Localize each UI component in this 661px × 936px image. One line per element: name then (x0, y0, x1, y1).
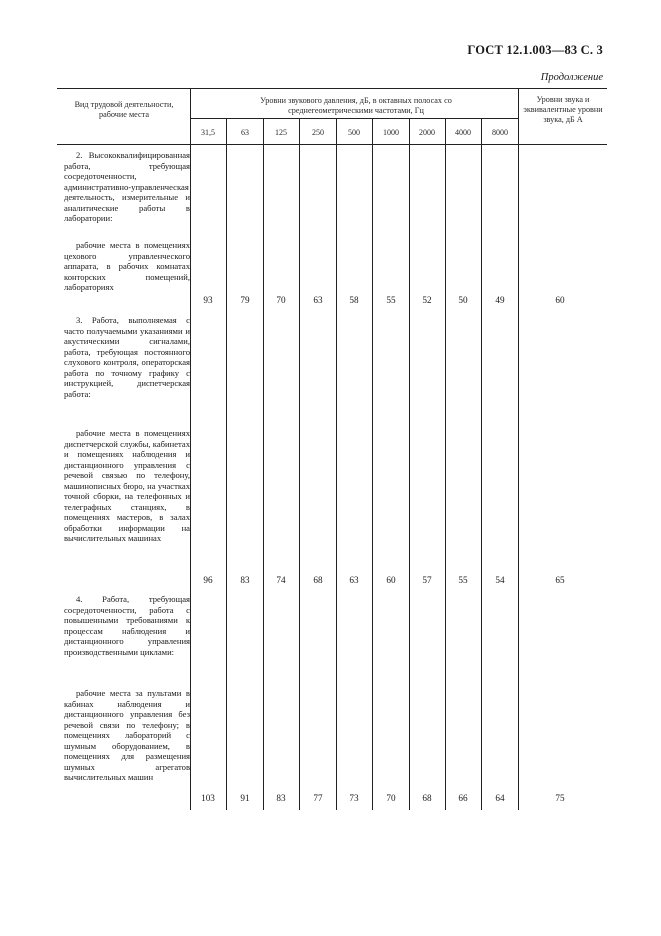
value-cell: 66 (458, 793, 468, 803)
value-cell: 91 (240, 793, 250, 803)
col-divider-f4 (336, 118, 337, 810)
freq-label: 8000 (492, 128, 508, 137)
freq-label: 125 (275, 128, 287, 137)
value-cell: 103 (201, 793, 215, 803)
value-cell: 96 (203, 575, 213, 585)
col-divider-f2 (263, 118, 264, 810)
section-heading: 2. Высококвалифицированная работа, требующая сосредоточенности, административно-управленческая деятельность, измерительные и аналитические работы в лаборатории: (64, 150, 190, 223)
value-cell: 52 (422, 295, 432, 305)
freq-label: 63 (241, 128, 249, 137)
freq-label: 500 (348, 128, 360, 137)
col-divider-f3 (299, 118, 300, 810)
freq-label: 4000 (455, 128, 471, 137)
freq-subheader-rule (190, 118, 518, 119)
section-workplace: рабочие места в помещениях цехового управленческого аппарата, в рабочих комнатах конторских помещений, лабораториях (64, 240, 190, 292)
value-cell: 63 (313, 295, 323, 305)
value-cell: 63 (349, 575, 359, 585)
value-cell: 55 (386, 295, 396, 305)
value-cell: 68 (422, 793, 432, 803)
freq-label: 1000 (383, 128, 399, 137)
header-sound-levels: Уровни звукового давления, дБ, в октавных полосах со среднегеометрическими частотами, Гц (260, 96, 452, 115)
table-top-rule (57, 88, 607, 89)
value-cell: 55 (458, 575, 468, 585)
section-heading: 4. Работа, требующая сосредоточенности, работа с повышенными требованиями к процессам наблюдения и дистанционного управления производственными циклами: (64, 594, 190, 657)
header-bottom-rule (57, 144, 607, 145)
col-divider-f8 (481, 118, 482, 810)
value-cell: 70 (386, 793, 396, 803)
equivalent-value-cell: 75 (555, 793, 565, 803)
value-cell: 57 (422, 575, 432, 585)
value-cell: 70 (276, 295, 286, 305)
freq-label: 250 (312, 128, 324, 137)
value-cell: 50 (458, 295, 468, 305)
equivalent-value-cell: 65 (555, 575, 565, 585)
col-divider-equiv (518, 88, 519, 810)
section-heading: 3. Работа, выполняемая с часто получаемыми указаниями и акустическими сигналами, работа, требующая постоянного слухового контроля, операторская работа по точному графику с инструкцией, диспетчерская работа: (64, 315, 190, 399)
value-cell: 93 (203, 295, 213, 305)
standard-header: ГОСТ 12.1.003—83 С. 3 (467, 43, 603, 57)
value-cell: 60 (386, 575, 396, 585)
freq-label: 31,5 (201, 128, 215, 137)
section-workplace: рабочие места в помещениях диспетчерской службы, кабинетах и помещениях наблюдения и дистанционного управления с речевой связью по телефону, машинописных бюро, на участках точной сборки, на телефонных и телеграфных станциях, в помещениях мастеров, в залах обработки информации на вычислительных машинах (64, 428, 190, 543)
equivalent-value-cell: 60 (555, 295, 565, 305)
value-cell: 54 (495, 575, 505, 585)
value-cell: 77 (313, 793, 323, 803)
col-divider-activity (190, 88, 191, 810)
header-activity: Вид трудовой деятельности, рабочие места (74, 100, 174, 119)
value-cell: 64 (495, 793, 505, 803)
value-cell: 79 (240, 295, 250, 305)
value-cell: 83 (240, 575, 250, 585)
continued-label: Продолжение (540, 72, 603, 83)
header-equivalent-levels: Уровни звука и эквивалентные уровни звука, дБ A (523, 95, 603, 124)
value-cell: 74 (276, 575, 286, 585)
col-divider-f7 (445, 118, 446, 810)
col-divider-f5 (372, 118, 373, 810)
value-cell: 73 (349, 793, 359, 803)
section-workplace: рабочие места за пультами в кабинах наблюдения и дистанционного управления без речевой связи по телефону; в помещениях лабораторий с шумным оборудованием, в помещениях для размещения шумных агрегатов вычислительных машин (64, 688, 190, 782)
col-divider-f1 (226, 118, 227, 810)
freq-label: 2000 (419, 128, 435, 137)
value-cell: 68 (313, 575, 323, 585)
value-cell: 83 (276, 793, 286, 803)
value-cell: 49 (495, 295, 505, 305)
value-cell: 58 (349, 295, 359, 305)
col-divider-f6 (409, 118, 410, 810)
